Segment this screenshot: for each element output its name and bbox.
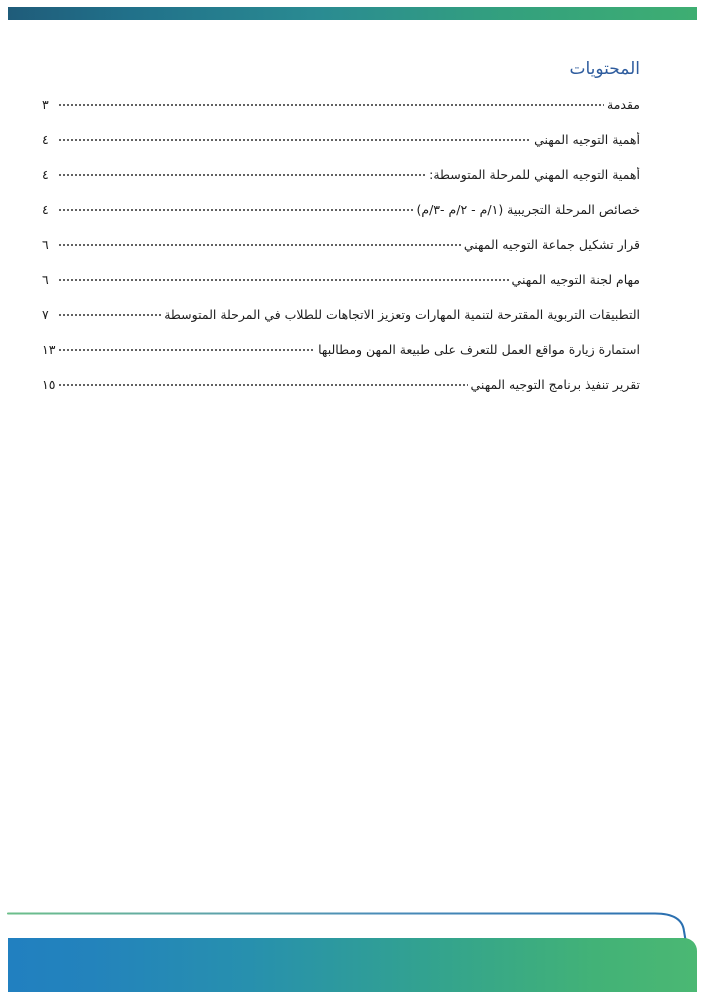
toc-entry[interactable] <box>42 342 640 377</box>
toc-entry-title: مهام لجنة التوجيه المهني <box>511 272 640 287</box>
toc-entry[interactable] <box>42 167 640 202</box>
toc-dot-leader <box>59 167 426 179</box>
toc-dot-leader <box>59 97 604 109</box>
toc-entry-page-number: ٤ <box>42 202 49 217</box>
toc-entry-title: التطبيقات التربوية المقترحة لتنمية المهارات وتعزيز الاتجاهات للطلاب في المرحلة المتوسطة <box>164 307 640 322</box>
toc-entry-title: أهمية التوجيه المهني <box>534 132 640 147</box>
toc-dot-leader <box>59 237 461 249</box>
toc-dot-leader <box>59 307 161 319</box>
toc-entry[interactable] <box>42 97 640 132</box>
toc-entry-title: خصائص المرحلة التجريبية (١/م - ٢/م -٣/م) <box>416 202 640 217</box>
toc-entry-page-number: ٤ <box>42 167 49 182</box>
toc-entry[interactable] <box>42 307 640 342</box>
table-of-contents <box>42 97 640 412</box>
toc-entry[interactable] <box>42 272 640 307</box>
toc-entry-page-number: ٤ <box>42 132 49 147</box>
toc-entry-page-number: ٧ <box>42 307 49 322</box>
toc-entry-page-number: ٦ <box>42 272 49 287</box>
toc-entry-title: أهمية التوجيه المهني للمرحلة المتوسطة: <box>429 167 640 182</box>
toc-entry-page-number: ٣ <box>42 97 49 112</box>
toc-entry-title: تقرير تنفيذ برنامج التوجيه المهني <box>470 377 640 392</box>
toc-dot-leader <box>59 272 509 284</box>
toc-entry[interactable] <box>42 377 640 412</box>
toc-entry-title: قرار تشكيل جماعة التوجيه المهني <box>463 237 640 252</box>
toc-dot-leader <box>59 132 531 144</box>
toc-entry[interactable] <box>42 237 640 272</box>
toc-entry[interactable] <box>42 202 640 237</box>
toc-entry-title: مقدمة <box>607 97 640 112</box>
toc-dot-leader <box>59 342 315 354</box>
toc-entry-page-number: ٦ <box>42 237 49 252</box>
page-title: المحتويات <box>569 59 640 79</box>
bottom-decorative-bar <box>8 938 697 992</box>
toc-dot-leader <box>59 202 413 214</box>
toc-entry[interactable] <box>42 132 640 167</box>
toc-entry-page-number: ١٥ <box>42 377 56 392</box>
toc-entry-page-number: ١٣ <box>42 342 56 357</box>
toc-dot-leader <box>59 377 468 389</box>
toc-entry-title: استمارة زيارة مواقع العمل للتعرف على طبيعة المهن ومطالبها <box>318 342 640 357</box>
